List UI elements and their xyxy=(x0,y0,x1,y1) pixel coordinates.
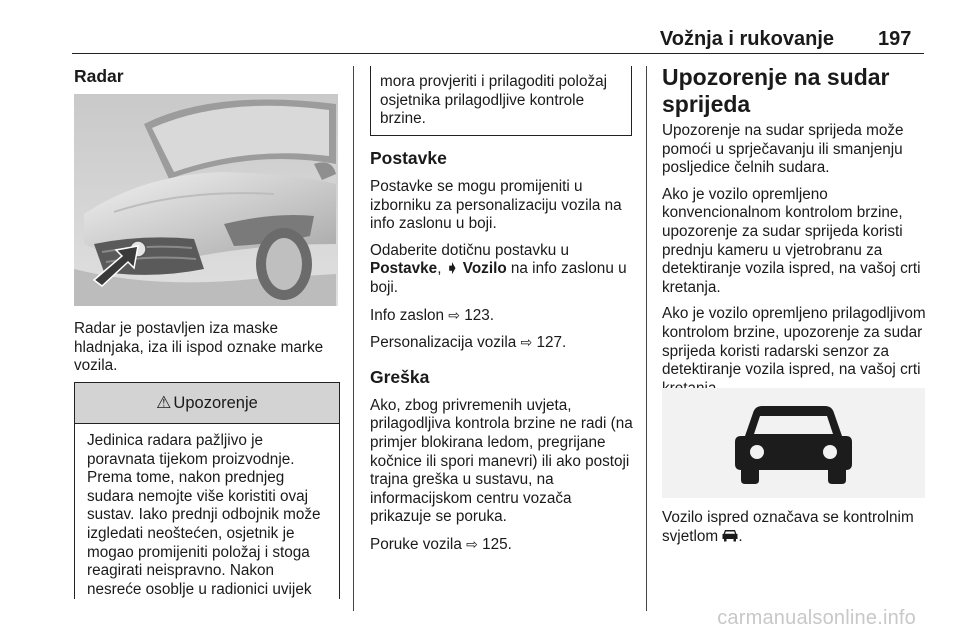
collision-paragraph-3: Ako je vozilo opremljeno prilagodljivom kontrolom brzine, upozorenje za sudar sprijeda koristi radarski senzor za detektiranje vozila ispred, na vašoj crti xyxy=(662,305,926,379)
ref-info-zaslon: Info zaslon ⇨ 123. xyxy=(370,306,494,324)
warning-header xyxy=(75,383,339,424)
column-divider-left xyxy=(353,66,354,611)
collision-alert-heading: Upozorenje na sudar sprijeda xyxy=(662,64,890,117)
page-ref-icon: ⇨ xyxy=(448,306,460,323)
vehicle-ahead-text xyxy=(662,509,928,554)
menu-vozilo: Vozilo xyxy=(462,260,507,278)
vehicle-ahead-icon-panel xyxy=(662,388,925,498)
page-ref-icon: ⇨ xyxy=(466,535,478,552)
collision-paragraph-1: Upozorenje na sudar sprijeda može pomoći u sprječavanju ili smanjenju posljedice čelnih sudara. xyxy=(662,122,904,177)
postavke-heading: Postavke xyxy=(370,148,447,168)
warning-title: Upozorenje xyxy=(173,393,258,412)
menu-postavke: Postavke xyxy=(370,260,438,278)
watermark: carmanualsonline.info xyxy=(717,607,916,629)
ref-poruke-vozila: Poruke vozila ⇨ 125. xyxy=(370,535,512,553)
vehicle-ahead-small-icon xyxy=(722,529,738,542)
car-radar-photo xyxy=(74,94,338,306)
right-column-text xyxy=(662,122,928,406)
header-rule xyxy=(72,53,924,54)
collision-paragraph-4: Vozilo ispred označava se kontrolnim svjetlom . xyxy=(662,509,914,545)
car-front-illustration xyxy=(74,94,338,306)
warning-continued-text: mora provjeriti i prilagoditi položaj osjetnika prilagodljive kontrole brzine. xyxy=(380,73,608,128)
postavke-paragraph-1: Postavke se mogu promijeniti u izborniku za personalizaciju vozila na info zaslonu u boji. xyxy=(370,178,622,233)
middle-column-text xyxy=(370,148,636,563)
radar-heading: Radar xyxy=(74,66,124,86)
warning-triangle-icon: ⚠ xyxy=(156,393,172,412)
greska-heading: Greška xyxy=(370,366,430,387)
ref-personalizacija: Personalizacija vozila ⇨ 127. xyxy=(370,334,567,352)
column-divider-right xyxy=(646,66,647,611)
warning-box xyxy=(74,382,340,599)
collision-paragraph-2: Ako je vozilo opremljeno konvencionalnom kontrolom brzine, upozorenje za sudar sprijeda koristi prednju kameru u vjetrobranu za detektiranje vozila ispred, na vašoj crti kretanja. xyxy=(662,185,921,296)
vehicle-ahead-icon xyxy=(662,388,925,498)
menu-arrow-icon: ➧ xyxy=(445,260,459,278)
page-ref-icon: ⇨ xyxy=(520,334,533,351)
page-number: 197 xyxy=(878,28,912,50)
radar-paragraph: Radar je postavljen iza maske hladnjaka, iza ili ispod oznake marke vozila. xyxy=(74,320,324,375)
warning-box-continued xyxy=(370,66,632,136)
warning-text: Jedinica radara pažljivo je poravnata tijekom proizvodnje. Prema tome, nakon prednjeg sudara nemojte više koristiti ovaj sustav. Iako prednji odbojnik može izgledati neoštećen, osjetnik je mogao promijeniti položaj i stoga reagirati neispravno. Nakon nesreće osoblje u radionici uvijek xyxy=(87,432,321,598)
greska-paragraph: Ako, zbog privremenih uvjeta, prilagodljiva kontrola brzine ne radi (na primjer blokirana ledom, pregrijane kočnice ili spori manevri) ili ako postoji trajna greška u sustavu, na informacijskom centru vozača prikazuje se poruka. xyxy=(370,396,633,526)
postavke-paragraph-2: Odaberite dotičnu postavku u Postavke, ➧ Vozilo na info zaslonu u boji. xyxy=(370,241,627,296)
radar-location-text xyxy=(74,320,342,384)
chapter-title: Vožnja i rukovanje xyxy=(659,28,834,50)
